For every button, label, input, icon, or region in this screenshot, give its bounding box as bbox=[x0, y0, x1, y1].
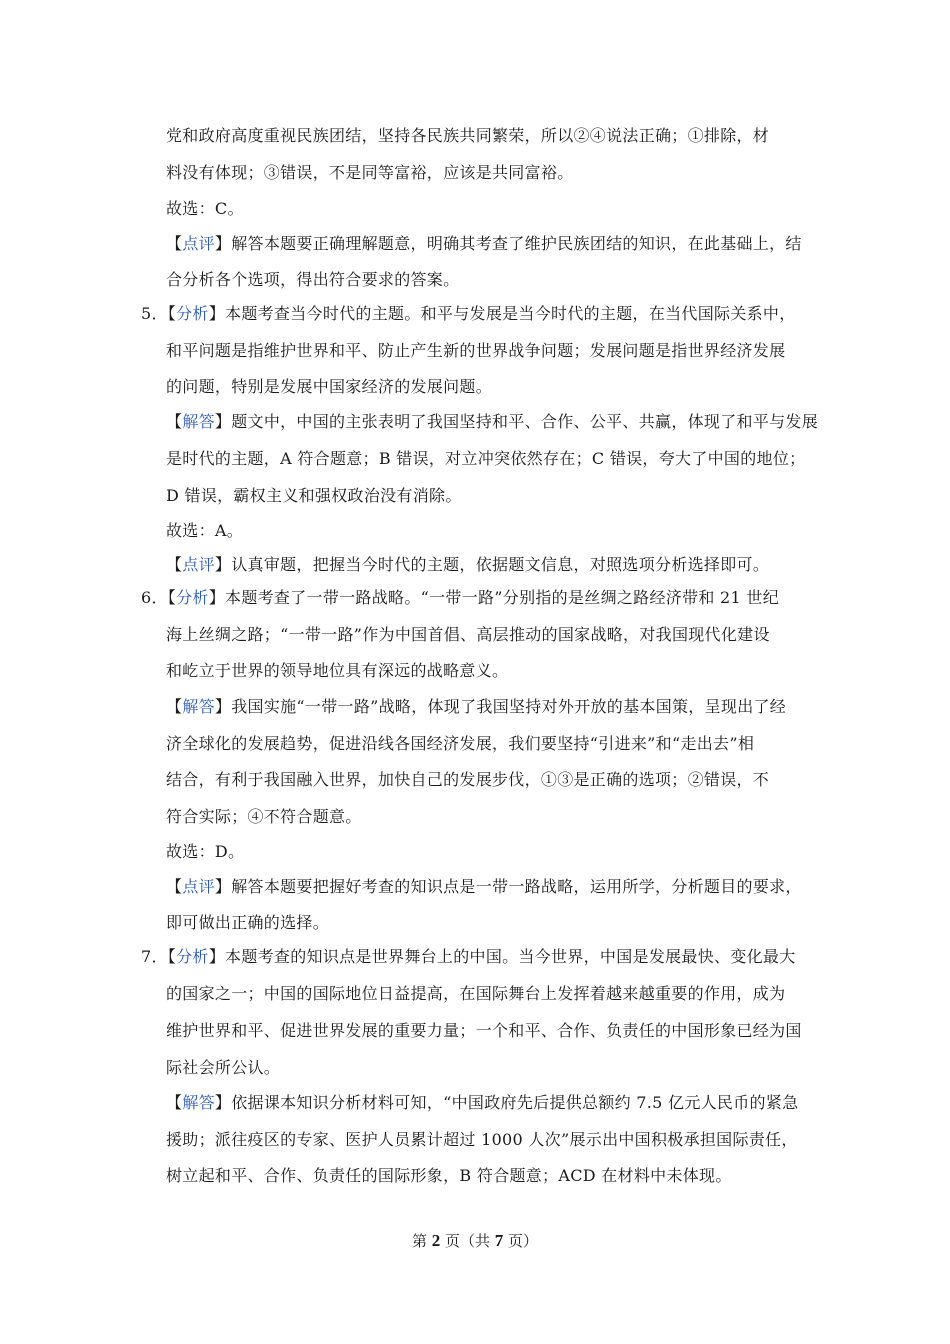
analysis-text: 本题考查了一带一路战略。“一带一路”分别指的是丝绸之路经济带和 21 世纪 bbox=[225, 588, 780, 607]
comment-tag: 点评 bbox=[182, 234, 215, 253]
q7-answer-line: 树立起和平、合作、负责任的国际形象，B 符合题意；ACD 在材料中未体现。 bbox=[166, 1166, 732, 1185]
q7-answer-line: 援助；派往疫区的专家、医护人员累计超过 1000 人次”展示出中国积极承担国际责任， bbox=[166, 1130, 798, 1149]
q5-choice: 故选：A。 bbox=[166, 521, 244, 540]
q5-comment-line bbox=[166, 555, 769, 575]
bracket-close: 】 bbox=[214, 877, 232, 896]
comment-tag: 点评 bbox=[182, 877, 215, 896]
bracket-close: 】 bbox=[214, 697, 232, 716]
bracket-close: 】 bbox=[214, 234, 232, 253]
footer-mid: 页（共 bbox=[440, 1232, 495, 1250]
question-number: 5． bbox=[141, 304, 168, 323]
q6-analysis-line: 海上丝绸之路；“一带一路”作为中国首倡、高层推动的国家战略，对我国现代化建设 bbox=[166, 625, 770, 644]
q5-analysis-line: 的问题，特别是发展中国家经济的发展问题。 bbox=[166, 377, 493, 396]
bracket-close: 】 bbox=[208, 588, 226, 607]
bracket-open: 【 bbox=[167, 947, 177, 966]
q6-comment-line: 即可做出正确的选择。 bbox=[166, 913, 330, 932]
q4-choice: 故选：C。 bbox=[166, 199, 244, 218]
analysis-tag: 分析 bbox=[176, 588, 209, 607]
footer-suffix: 页） bbox=[503, 1232, 539, 1250]
answer-tag: 解答 bbox=[182, 697, 215, 716]
analysis-text: 本题考查的知识点是世界舞台上的中国。当今世界，中国是发展最快、变化最大 bbox=[225, 947, 796, 966]
bracket-open: 【 bbox=[167, 304, 177, 323]
footer-prefix: 第 bbox=[411, 1232, 432, 1250]
answer-tag: 解答 bbox=[182, 1093, 215, 1112]
q6-comment-line bbox=[166, 877, 802, 897]
bracket-open: 【 bbox=[166, 234, 183, 253]
page-footer bbox=[0, 1231, 950, 1251]
comment-tag: 点评 bbox=[182, 555, 215, 574]
q5-analysis-line bbox=[141, 304, 796, 324]
answer-text: 依据课本知识分析材料可知，“中国政府先后提供总额约 7.5 亿元人民币的紧急 bbox=[231, 1093, 799, 1112]
answer-tag: 解答 bbox=[182, 412, 215, 431]
q4-comment-line bbox=[166, 234, 802, 254]
q7-analysis-line bbox=[141, 947, 796, 967]
question-number: 7． bbox=[141, 947, 168, 966]
q6-answer-line: 结合，有利于我国融入世界，加快自己的发展步伐，①③是正确的选项；②错误，不 bbox=[166, 770, 770, 789]
q7-analysis-line: 维护世界和平、促进世界发展的重要力量；一个和平、合作、负责任的中国形象已经为国 bbox=[166, 1021, 802, 1040]
bracket-open: 【 bbox=[166, 1093, 183, 1112]
q6-answer-line: 符合实际；④不符合题意。 bbox=[166, 807, 362, 826]
total-pages: 7 bbox=[494, 1231, 504, 1250]
q5-answer-line bbox=[166, 412, 818, 432]
q6-choice: 故选：D。 bbox=[166, 842, 245, 861]
q7-answer-line bbox=[166, 1093, 798, 1113]
analysis-tag: 分析 bbox=[176, 947, 209, 966]
page-number: 2 bbox=[431, 1231, 441, 1250]
bracket-open: 【 bbox=[166, 877, 183, 896]
bracket-close: 】 bbox=[214, 555, 232, 574]
q7-analysis-line: 际社会所公认。 bbox=[166, 1058, 281, 1077]
q4-answer-line: 党和政府高度重视民族团结，坚持各民族共同繁荣，所以②④说法正确；①排除，材 bbox=[166, 126, 770, 145]
q6-answer-line bbox=[166, 697, 786, 717]
analysis-tag: 分析 bbox=[176, 304, 209, 323]
bracket-close: 】 bbox=[214, 1093, 232, 1112]
q5-analysis-line: 和平问题是指维护世界和平、防止产生新的世界战争问题；发展问题是指世界经济发展 bbox=[166, 341, 786, 360]
question-number: 6． bbox=[141, 588, 168, 607]
q4-comment-line: 合分析各个选项，得出符合要求的答案。 bbox=[166, 270, 460, 289]
comment-text: 解答本题要把握好考查的知识点是一带一路战略，运用所学，分析题目的要求， bbox=[231, 877, 802, 896]
bracket-open: 【 bbox=[167, 588, 177, 607]
comment-text: 认真审题，把握当今时代的主题，依据题文信息，对照选项分析选择即可。 bbox=[231, 555, 770, 574]
comment-text: 解答本题要正确理解题意，明确其考查了维护民族团结的知识，在此基础上，结 bbox=[231, 234, 802, 253]
answer-text: 题文中，中国的主张表明了我国坚持和平、合作、公平、共赢，体现了和平与发展 bbox=[231, 412, 819, 431]
q6-analysis-line: 和屹立于世界的领导地位具有深远的战略意义。 bbox=[166, 661, 509, 680]
bracket-close: 】 bbox=[208, 304, 226, 323]
bracket-open: 【 bbox=[166, 697, 183, 716]
bracket-close: 】 bbox=[214, 412, 232, 431]
q5-answer-line: D 错误，霸权主义和强权政治没有消除。 bbox=[166, 486, 462, 505]
answer-text: 我国实施“一带一路”战略，体现了我国坚持对外开放的基本国策，呈现出了经 bbox=[231, 697, 787, 716]
q4-answer-line: 料没有体现；③错误，不是同等富裕，应该是共同富裕。 bbox=[166, 163, 574, 182]
bracket-open: 【 bbox=[166, 412, 183, 431]
q7-analysis-line: 的国家之一；中国的国际地位日益提高，在国际舞台上发挥着越来越重要的作用，成为 bbox=[166, 984, 786, 1003]
q6-answer-line: 济全球化的发展趋势，促进沿线各国经济发展，我们要坚持“引进来”和“走出去”相 bbox=[166, 734, 755, 753]
q6-analysis-line bbox=[141, 588, 779, 608]
q5-answer-line: 是时代的主题，A 符合题意；B 错误，对立冲突依然存在；C 错误，夸大了中国的地位； bbox=[166, 449, 806, 468]
analysis-text: 本题考查当今时代的主题。和平与发展是当今时代的主题，在当代国际关系中， bbox=[225, 304, 796, 323]
bracket-close: 】 bbox=[208, 947, 226, 966]
bracket-open: 【 bbox=[166, 555, 183, 574]
